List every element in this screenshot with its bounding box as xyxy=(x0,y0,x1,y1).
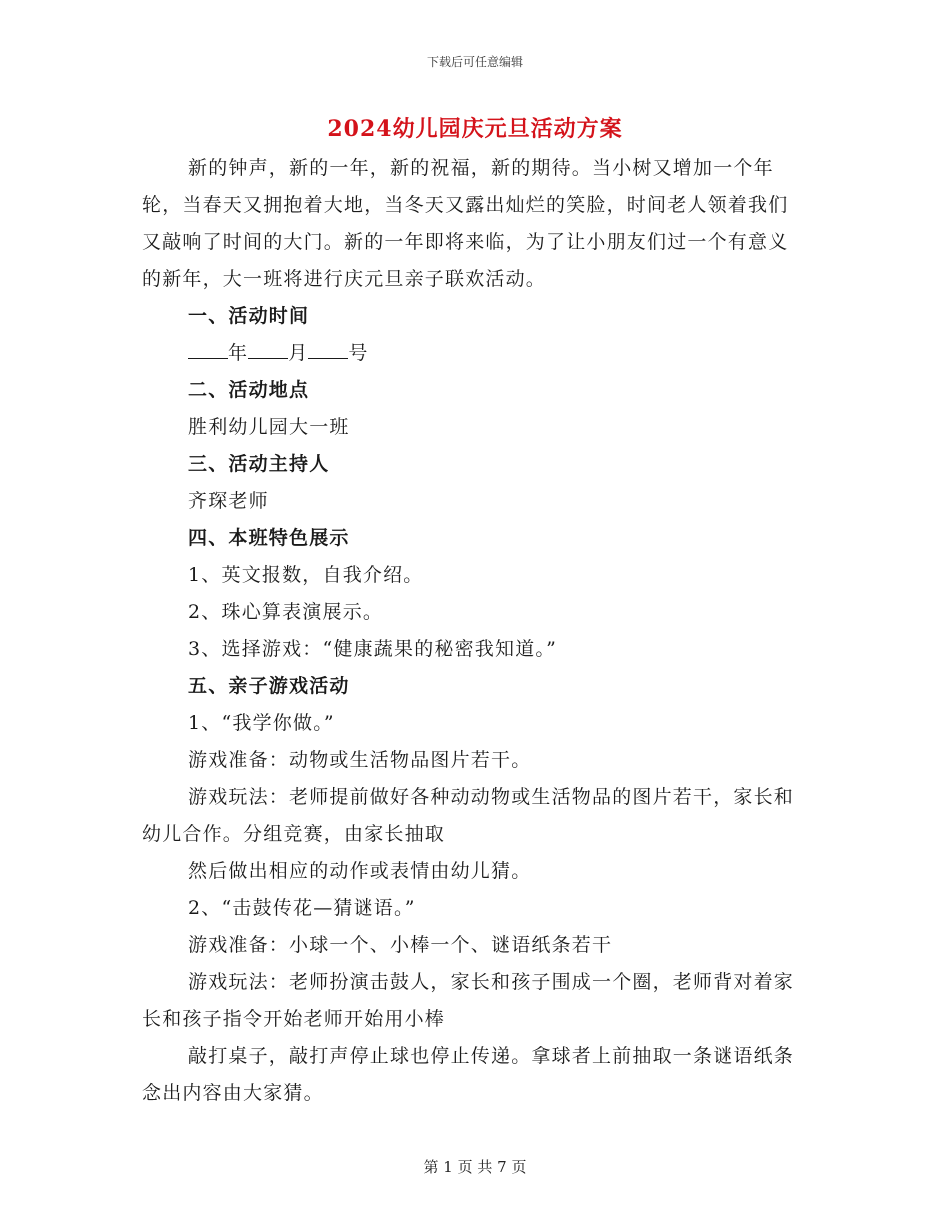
game2-play: 游戏玩法：老师扮演击鼓人，家长和孩子围成一个圈，老师背对着家长和孩子指令开始老师开始用小棒 xyxy=(142,971,795,1030)
intro-paragraph: 新的钟声，新的一年，新的祝福，新的期待。当小树又增加一个年轮，当春天又拥抱着大地，当冬天又露出灿烂的笑脸，时间老人领着我们又敲响了时间的大门。新的一年即将来临，为了让小朋友们过一个有意义的新年，大一班将进行庆元旦亲子联欢活动。 xyxy=(142,157,789,290)
page-header: 下载后可任意编辑 xyxy=(426,55,523,69)
section-heading-showcase: 四、本班特色展示 xyxy=(188,527,350,549)
game2-play-cont: 敲打桌子，敲打声停止球也停止传递。拿球者上前抽取一条谜语纸条念出内容由大家猜。 xyxy=(142,1045,795,1104)
showcase-item: 3、选择游戏：“健康蔬果的秘密我知道。” xyxy=(188,638,558,660)
day-label: 号 xyxy=(348,342,369,364)
game1-play-cont: 然后做出相应的动作或表情由幼儿猜。 xyxy=(188,860,532,882)
game2-title: 2、“击鼓传花—猜谜语。” xyxy=(188,897,416,919)
game1-play: 游戏玩法：老师提前做好各种动动物或生活物品的图片若干，家长和幼儿合作。分组竞赛，由家长抽取 xyxy=(142,786,795,845)
host-text: 齐琛老师 xyxy=(188,490,269,512)
document-title: 2024幼儿园庆元旦活动方案 xyxy=(327,116,623,142)
month-label: 月 xyxy=(288,342,309,364)
date-fill-line xyxy=(142,335,802,372)
day-blank xyxy=(308,338,348,359)
year-blank xyxy=(188,338,228,359)
location-text: 胜利幼儿园大一班 xyxy=(188,416,350,438)
year-label: 年 xyxy=(228,342,249,364)
section-heading-games: 五、亲子游戏活动 xyxy=(188,675,350,697)
page-footer: 第 1 页 共 7 页 xyxy=(423,1158,527,1176)
game1-prep: 游戏准备：动物或生活物品图片若干。 xyxy=(188,749,532,771)
showcase-item: 1、英文报数，自我介绍。 xyxy=(188,564,424,586)
game2-prep: 游戏准备：小球一个、小棒一个、谜语纸条若干 xyxy=(188,934,613,956)
section-heading-host: 三、活动主持人 xyxy=(188,453,330,475)
document-body xyxy=(142,150,802,1112)
game1-title: 1、“我学你做。” xyxy=(188,712,335,734)
section-heading-time: 一、活动时间 xyxy=(188,305,310,327)
month-blank xyxy=(248,338,288,359)
showcase-item: 2、珠心算表演展示。 xyxy=(188,601,384,623)
section-heading-location: 二、活动地点 xyxy=(188,379,310,401)
